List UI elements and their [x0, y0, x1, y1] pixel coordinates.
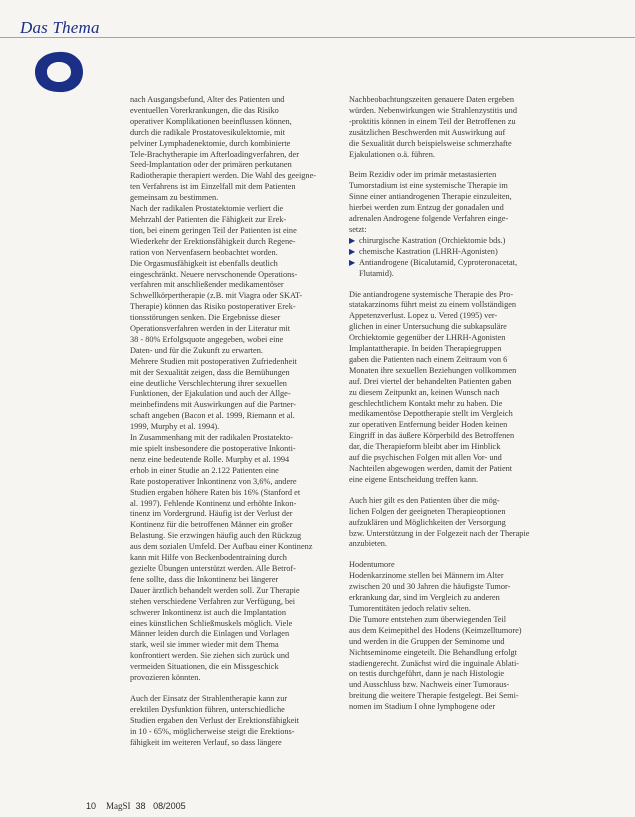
- issue-date: 08/2005: [153, 801, 186, 811]
- section-title: Das Thema: [20, 18, 100, 37]
- left-paragraph-2: In Zusammenhang mit der radikalen Prostatekto- mie spielt insbesondere die postoperative Inkonti- nenz eine bedeutende Rolle. Murphy et al. 1994 erhob in einer Studie an 2.122 Patienten eine Rate postoperativer Inkontinenz von 3,6%, andere Studien ergaben höhere Raten bis 16% (Stanford et al. 1997). Fehlende Kontinenz und erhöhte Inkon- tinenz im Vordergrund. Häufig ist der Verlust der Kontinenz für die betroffenen Männer ein großer Belastung. Sie erzwingen häufig auch den Rückzug aus dem sozialen Umfeld. Der Aufbau einer Kontinenz kann mit Hilfe von Beckenbodentraining durch gezielte Übungen unterstützt werden. Alle Betrof- fene sollte, dass die Inkontinenz bei längerer Dauer ärztlich behandelt werden soll. Zur Therapie stehen verschiedene Verfahren zur Verfügung, bei schwerer Inkontinenz ist auch die Implantation eines künstlichen Schließmuskels möglich. Viele Männer leiden durch die Einlagen und Vorlagen stark, weil sie immer wieder mit dem Thema konfrontiert werden. Sie ziehen sich zurück und vermeiden Situationen, die ein Missgeschick provozieren könnten.: [130, 433, 313, 683]
- issue-number: 38: [135, 801, 146, 811]
- right-paragraph-2: Beim Rezidiv oder im primär metastasierten Tumorstadium ist eine systemische Therapie im Sinne einer antiandrogenen Therapie einzuleiten, hierbei werden zum Entzug der gonadalen und adrenalen Androgene folgende Verfahren einge- setzt:: [349, 170, 512, 234]
- magazine-name: MagSI: [106, 801, 131, 811]
- arrow-right-icon: ▶: [349, 235, 356, 245]
- list-item: ▶ Antiandrogene (Bicalutamid, Cyproteronacetat, Flutamid).: [349, 257, 518, 278]
- right-paragraph-5: Hodenkarzinome stellen bei Männern im Alter zwischen 20 und 30 Jahren die häufigste Tumor- erkrankung dar, sind im Vergleich zu anderen Tumorentitäten jedoch relativ selten. Die Tumore entstehen zum überwiegenden Teil aus dem Keimepithel des Hodens (Keimzelltumore) und werden in die Gruppen der Seminome und Nichtseminome eingeteilt. Die Behandlung erfolgt stadiengerecht. Zunächst wird die inguinale Ablati- on testis durchgeführt, dann je nach Histologie und Ausschluss bzw. Nachweis einer Tumoraus- breitung die weitere Therapie festgelegt. Bei Semi- nomen im Stadium I ohne lymphogene oder: [349, 571, 522, 712]
- subsection-heading: Hodentumore: [349, 560, 395, 570]
- left-text-column: [130, 95, 322, 748]
- left-paragraph-3: Auch der Einsatz der Strahlentherapie kann zur erektilen Dysfunktion führen, unterschiedliche Studien ergaben den Verlust der Erektionsfähigkeit in 10 - 65%, möglicherweise steigt die Erektions- fähigkeit im weiteren Verlauf, so dass längere: [130, 693, 300, 747]
- page-footer: [86, 801, 186, 811]
- list-item: ▶ chirurgische Kastration (Orchiektomie bds.): [349, 235, 506, 245]
- arrow-right-icon: ▶: [349, 257, 356, 267]
- arrow-right-icon: ▶: [349, 246, 356, 256]
- page-number: 10: [86, 801, 97, 811]
- right-paragraph-3: Die antiandrogene systemische Therapie des Pro- statakarzinoms führt meist zu einem vollständigen Appetenzverlust. Lopez u. Vered (1995) ver- glichen in einer Untersuchung die subkapsuläre Orchiektomie gegenüber der LHRH-Agonisten Implantattherapie. In beiden Therapiegruppen gaben die Patienten nach einem Zeitraum von 6 Monaten ihre sexuellen Beziehungen vollkommen auf. Drei viertel der behandelten Patienten gaben zu diesem Zeitpunkt an, keinen Wunsch nach geschlechtlichem Kontakt mehr zu haben. Die medikamentöse Depottherapie stellt im Vergleich zur operativen Entfernung beider Hoden keinen Eingriff in das äußere Körperbild des Betroffenen dar, die Therapieform bleibt aber im Hinblick auf die psychischen Folgen mit allen Vor- und Nachteilen abgewogen werden, damit der Patient eine eigene Entscheidung treffen kann.: [349, 289, 517, 484]
- list-item: ▶ chemische Kastration (LHRH-Agonisten): [349, 246, 498, 256]
- right-paragraph-1: Nachbeobachtungszeiten genauere Daten ergeben würden. Nebenwirkungen wie Strahlenzystitis und -proktitis können in einem Teil der Betroffenen zu zusätzlichen Beschwerden mit Auswirkung auf die Sexualität durch beispielsweise schmerzhafte Ejakulationen o.ä. führen.: [349, 95, 517, 159]
- right-text-column: [349, 95, 557, 713]
- left-paragraph-1: nach Ausgangsbefund, Alter des Patienten und eventuellen Vorerkrankungen, die das Risiko operativer Komplikationen beeinflussen können, durch die radikale Prostatovesikulektomie, mit pelviner Lymphadenektomie, durch kombinierte Tele-Brachytherapie im Afterloadingverfahren, der Seed-Implantation oder der primären perkutanen Radiotherapie therapiert werden. Die Wahl des geeigne- ten Verfahrens ist im Einzelfall mit dem Patienten gemeinsam zu bestimmen. Nach der radikalen Prostatektomie verliert die Mehrzahl der Patienten die Fähigkeit zur Erek- tion, bei einem geringen Teil der Patienten ist eine Wiederkehr der Erektionsfähigkeit durch Regene- ration von Nervenfasern beobachtet worden. Die Orgasmusfähigkeit ist ebenfalls deutlich eingeschränkt. Neuere nervschonende Operations- verfahren mit anschließender medikamentöser Schwellkörpertherapie (z.B. mit Viagra oder SKAT- Therapie) können das Risiko postoperativer Erek- tionsstörungen senken. Die Ergebnisse dieser Operationsverfahren werden in der Literatur mit 38 - 80% Erfolgsquote angegeben, wobei eine Daten- und für die Zukunft zu erwarten. Mehrere Studien mit postoperativen Zufriedenheit mit der Sexualität zeigen, dass die Bemühungen eine deutliche Verschlechterung ihrer sexuellen Funktionen, der Ejakulation und auch der Allge- meinbefindens mit Auswirkungen auf die Partner- schaft angeben (Bacon et al. 1999, Riemann et al. 1999, Murphy et al. 1994).: [130, 95, 317, 432]
- therapy-list: [349, 236, 557, 280]
- ring-logo-icon: [32, 49, 86, 95]
- header-divider: [0, 37, 635, 38]
- right-paragraph-4: Auch hier gilt es den Patienten über die mög- lichen Folgen der geeigneten Therapieoptionen aufzuklären und Möglichkeiten der Versorgung bzw. Unterstützung in der Folgezeit nach der Therapie anzubieten.: [349, 495, 530, 549]
